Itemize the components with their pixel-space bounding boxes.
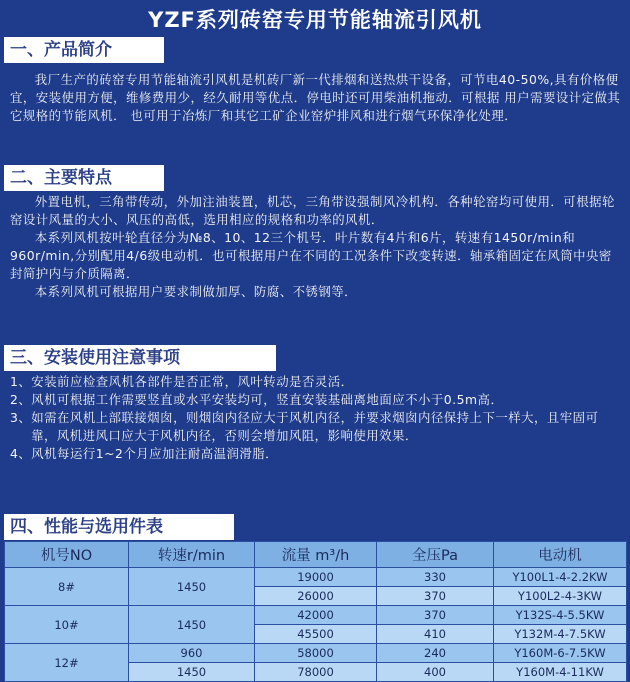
cell-speed: 960 [129,644,255,663]
intro-text: 我厂生产的砖窑专用节能轴流引风机是机砖厂新一代排烟和送热烘干设备，可节电40-50%,具有价格便宜，安装使用方便，维修费用少，经久耐用等优点．停电时还可用柴油机拖动．可根据 用户需要设计定做其它规格的节能风机． 也可用于冶炼厂和其它工矿企业窑炉排风和进行烟气环保净化处理． [10,72,621,123]
cell-flow: 58000 [255,644,377,663]
section-heading-features: 二、主要特点 [4,165,164,191]
intro-paragraph [10,71,622,125]
cell-speed: 1450 [129,663,255,682]
cell-model: 10# [5,606,129,644]
cell-motor: Y132M-4-7.5KW [494,625,627,644]
header-model: 机号NO [5,542,129,568]
section-heading-installation: 三、安装使用注意事项 [4,345,276,371]
cell-model: 12# [5,644,129,682]
cell-flow: 19000 [255,568,377,587]
installation-item-2: 2、风机可根据工作需要竖直或水平安装均可，竖直安装基础离地面应不小于0.5m高． [10,392,504,407]
cell-speed: 1450 [129,606,255,644]
performance-table [4,541,627,682]
features-block [10,193,622,301]
cell-motor: Y160M-4-11KW [494,663,627,682]
cell-flow: 42000 [255,606,377,625]
cell-flow: 78000 [255,663,377,682]
cell-pressure: 240 [377,644,494,663]
header-speed: 转速r/min [129,542,255,568]
table-row [5,606,627,625]
cell-pressure: 370 [377,587,494,606]
installation-item-3: 3、如需在风机上部联接烟囱，则烟囱内径应大于风机内径，并要求烟囱内径保持上下一样大，且牢固可靠，风机进风口应大于风机内径，否则会增加风阻，影响使用效果． [10,410,599,443]
section-heading-performance: 四、性能与选用件表 [4,514,234,540]
table-row [5,644,627,663]
cell-motor: Y100L1-4-2.2KW [494,568,627,587]
cell-pressure: 330 [377,568,494,587]
features-paragraph-2: 本系列风机按叶轮直径分为№8、10、12三个机号．叶片数有4片和6片，转速有1450r/min和960r/min,分别配用4/6级电动机．也可根据用户在不同的工况条件下改变转速．轴承箱固定在风筒中央密封简护内与介质隔离． [10,230,612,281]
cell-flow: 45500 [255,625,377,644]
cell-model: 8# [5,568,129,606]
cell-pressure: 410 [377,625,494,644]
installation-item-1: 1、安装前应检查风机各部件是否正常，风叶转动是否灵活． [10,374,354,389]
header-motor: 电动机 [494,542,627,568]
header-flow: 流量 m³/h [255,542,377,568]
section-heading-intro: 一、产品简介 [4,37,164,63]
cell-pressure: 400 [377,663,494,682]
installation-item-4: 4、风机每运行1~2个月应加注耐高温润滑脂． [10,446,279,461]
table-row [5,568,627,587]
cell-pressure: 370 [377,606,494,625]
header-pressure: 全压Pa [377,542,494,568]
installation-list [10,373,622,463]
features-paragraph-1: 外置电机，三角带传动，外加注油装置，机芯，三角带设强制风冷机构．各种轮窑均可使用．可根据轮窑设计风量的大小、风压的高低，选用相应的规格和功率的风机． [10,194,615,227]
cell-motor: Y100L2-4-3KW [494,587,627,606]
cell-motor: Y160M-6-7.5KW [494,644,627,663]
page-title: YZF系列砖窑专用节能轴流引风机 [148,8,482,32]
cell-flow: 26000 [255,587,377,606]
cell-speed: 1450 [129,568,255,606]
cell-motor: Y132S-4-5.5KW [494,606,627,625]
table-header-row [5,542,627,568]
features-paragraph-3: 本系列风机可根据用户要求制做加厚、防腐、不锈钢等． [34,284,358,299]
